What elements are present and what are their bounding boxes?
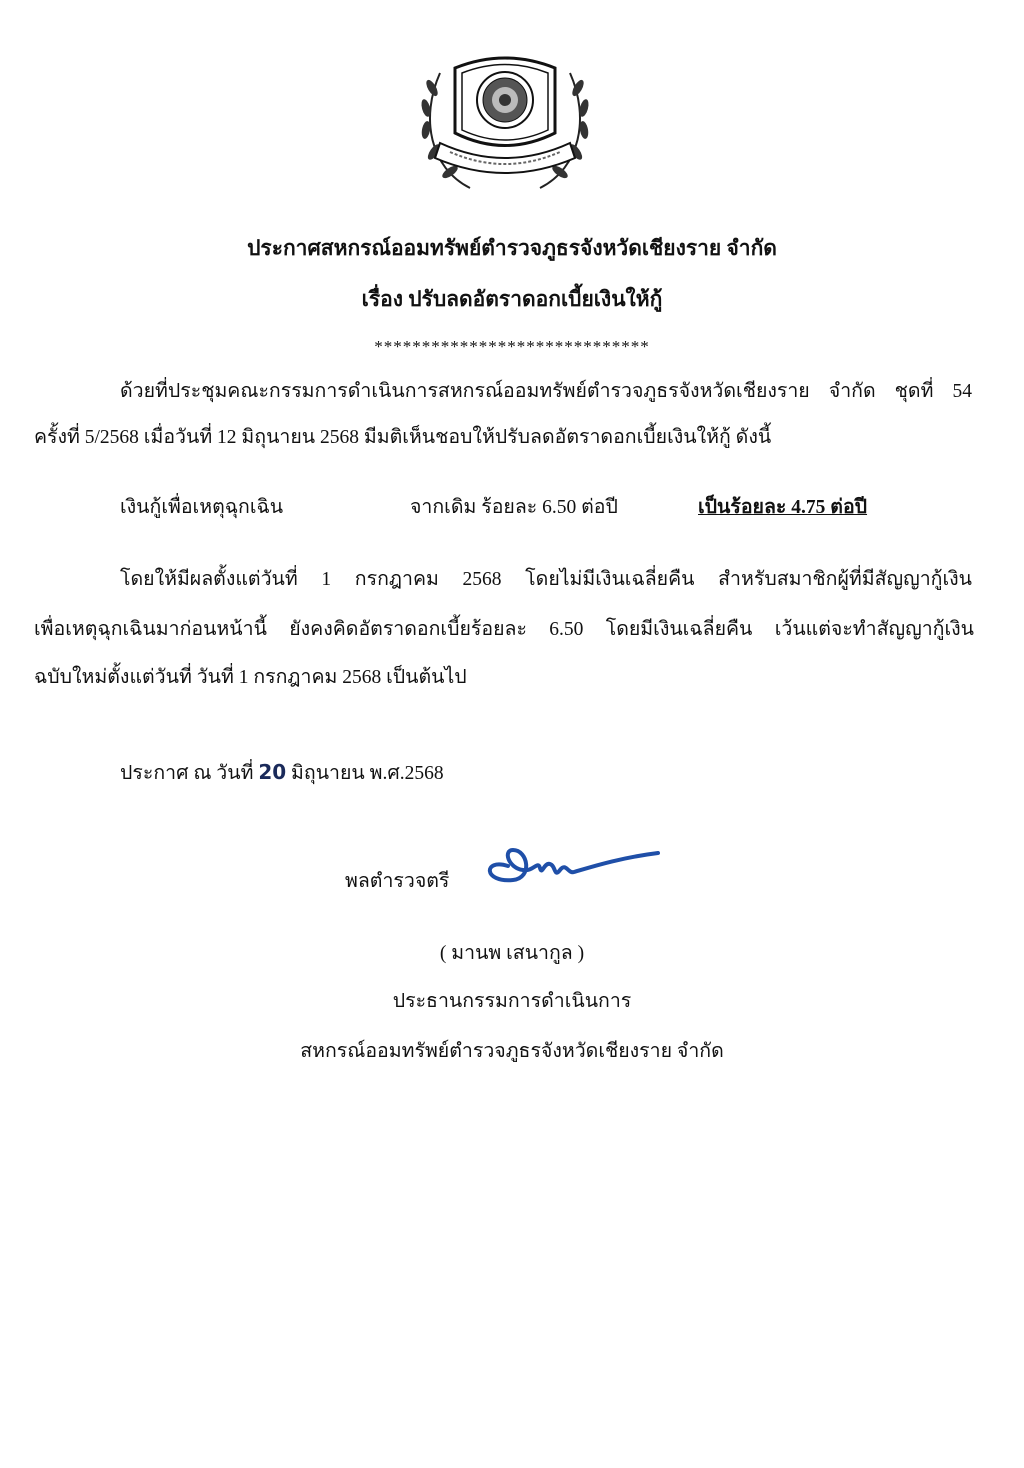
announce-date-suffix: มิถุนายน พ.ศ.2568 [291,763,444,784]
announcement-subject: เรื่อง ปรับลดอัตราดอกเบี้ยเงินให้กู้ [361,287,663,311]
new-rate-text: เป็นร้อยละ 4.75 ต่อปี [698,497,868,518]
announce-date-day: 20 [258,760,287,784]
handwritten-signature [478,838,668,898]
announcement-title: ประกาศสหกรณ์ออมทรัพย์ตำรวจภูธรจังหวัดเชียงราย จำกัด [247,236,777,260]
old-rate-text: จากเดิม ร้อยละ 6.50 ต่อปี [410,497,618,518]
signatory-name: ( มานพ เสนากูล ) [439,943,585,964]
intro-line-1: ด้วยที่ประชุมคณะกรรมการดำเนินการสหกรณ์ออมทรัพย์ตำรวจภูธรจังหวัดเชียงราย จำกัด ชุดที่ 54 [120,381,972,402]
loan-type-label: เงินกู้เพื่อเหตุฉุกเฉิน [120,497,284,518]
announce-date [120,760,444,785]
effective-line-2: เพื่อเหตุฉุกเฉินมาก่อนหน้านี้ ยังคงคิดอัตราดอกเบี้ยร้อยละ 6.50 โดยมีเงินเฉลี่ยคืน เว้นแต่จะทำสัญญากู้เงิน [34,619,974,640]
effective-line-1: โดยให้มีผลตั้งแต่วันที่ 1 กรกฎาคม 2568 โดยไม่มีเงินเฉลี่ยคืน สำหรับสมาชิกผู้ที่มีสัญญากู้เงิน [120,569,972,590]
announce-date-prefix: ประกาศ ณ วันที่ [120,763,254,784]
signatory-organization: สหกรณ์ออมทรัพย์ตำรวจภูธรจังหวัดเชียงราย จำกัด [300,1041,724,1062]
separator-line: ***************************** [374,337,650,356]
effective-line-3: ฉบับใหม่ตั้งแต่วันที่ วันที่ 1 กรกฎาคม 2568 เป็นต้นไป [34,667,467,688]
intro-line-2: ครั้งที่ 5/2568 เมื่อวันที่ 12 มิถุนายน 2568 มีมติเห็นชอบให้ปรับลดอัตราดอกเบี้ยเงินให้กู้ ดังนี้ [34,427,772,448]
signatory-rank: พลตำรวจตรี [345,871,450,892]
cooperative-seal-emblem [410,48,600,198]
signatory-position: ประธานกรรมการดำเนินการ [392,991,632,1012]
